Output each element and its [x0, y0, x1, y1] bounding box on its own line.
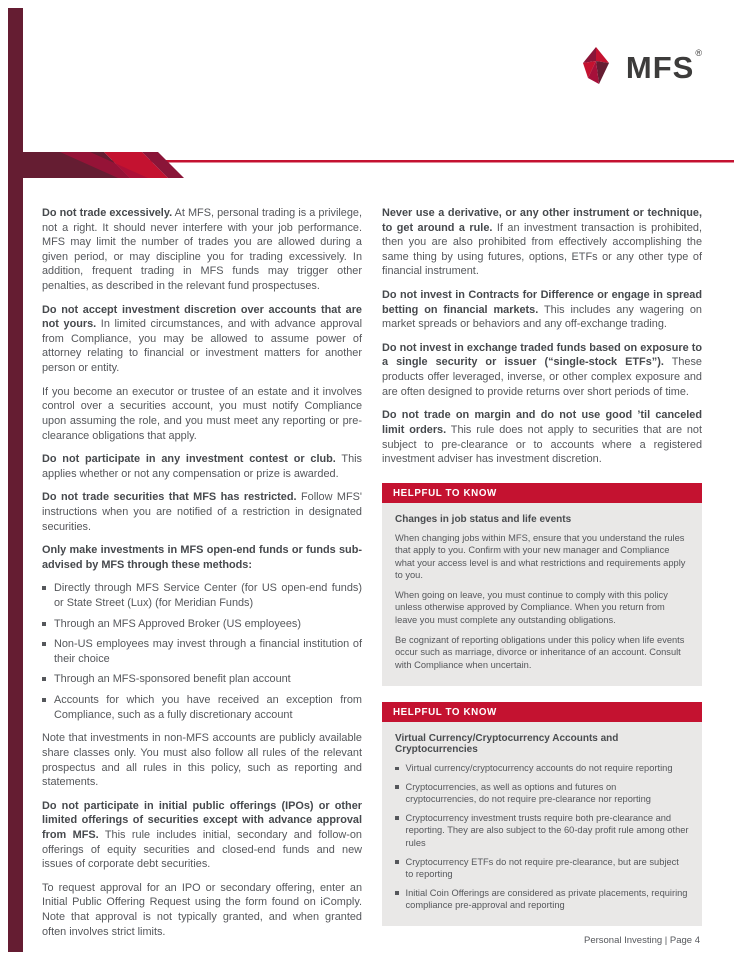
registered-trademark-symbol: ®	[695, 48, 702, 58]
paragraph	[382, 408, 702, 466]
box-list-item	[395, 856, 689, 881]
helpful-to-know-header: HELPFUL TO KNOW	[382, 483, 702, 503]
box-subheading: Changes in job status and life events	[395, 513, 572, 525]
box-list-item-text: Cryptocurrency investment trusts require both pre-clearance and reporting. They are also subject to the 60-day profit rule among other rules	[405, 812, 689, 848]
paragraph-text: If an investment transaction is prohibited, then you are also prohibited from effectively accomplishing the same thing by using futures, options, ETFs or any other type of financial instrument.	[382, 221, 703, 278]
helpful-to-know-body	[382, 503, 702, 686]
paragraph-lead: Do not trade excessively.	[42, 207, 173, 219]
paragraph-text: To request approval for an IPO or secondary offering, enter an Initial Public Offering Request using the form found on iComply. Note that approval is not typically granted, and when granted often involves strict limits.	[42, 881, 362, 938]
box-list-item-text: Cryptocurrency ETFs do not require pre-clearance, but are subject to reporting	[405, 856, 679, 880]
paragraph	[42, 385, 362, 443]
paragraph	[42, 543, 362, 572]
paragraph-text: These products offer leveraged, inverse, or other complex exposure and are often designed to provide returns over short periods of time.	[382, 356, 702, 398]
paragraph	[42, 452, 362, 481]
box-list-item-text: Cryptocurrencies, as well as options and futures on cryptocurrencies, do not require pre-clearance nor reporting	[405, 781, 651, 805]
square-bullet-icon	[395, 767, 399, 771]
paragraph	[42, 881, 362, 939]
list-item-text: Accounts for which you have received an exception from Compliance, such as a fully discretionary account	[54, 694, 362, 721]
helpful-to-know-box-1	[382, 483, 702, 686]
paragraph-lead: Do not trade securities that MFS has restricted.	[42, 491, 297, 504]
mfs-bird-icon	[573, 46, 619, 88]
paragraph-text: This rule does not apply to securities that are not subject to pre-clearance or to accounts where a registered investment adviser has investment discretion.	[382, 423, 702, 466]
paragraph-text: If you become an executor or trustee of an estate and it involves control over a securities account, you must notify Compliance upon assuming the role, and you must meet any reporting or pre-clearance obligations that apply.	[42, 385, 362, 442]
square-bullet-icon	[42, 586, 46, 590]
paragraph-lead: Do not invest in exchange traded funds based on exposure to a single security or issuer (“single-stock ETFs”).	[382, 341, 702, 369]
page-footer: Personal Investing | Page 4	[583, 935, 700, 946]
paragraph-text: This rule includes initial, secondary and follow-on offerings of equity securities and closed-end funds and new issues of corporate debt securities.	[42, 828, 362, 871]
helpful-to-know-header: HELPFUL TO KNOW	[382, 702, 702, 722]
paragraph	[42, 303, 362, 376]
box-list-item	[395, 812, 689, 850]
box-list-item	[395, 762, 689, 775]
paragraph	[382, 206, 702, 279]
paragraph-text: Follow MFS' instructions when you are notified of a restriction in designated securities.	[42, 491, 362, 533]
list-item	[42, 693, 362, 722]
paragraph-lead: Do not participate in any investment contest or club.	[42, 453, 336, 466]
helpful-to-know-box-2	[382, 702, 702, 925]
left-column	[42, 206, 362, 948]
left-accent-bar	[8, 8, 23, 952]
bullet-list	[42, 581, 362, 722]
square-bullet-icon	[395, 785, 399, 789]
mfs-logo	[573, 46, 702, 88]
paragraph	[42, 731, 362, 789]
box-list-item-text: Virtual currency/cryptocurrency accounts do not require reporting	[405, 763, 673, 774]
right-column	[382, 206, 702, 948]
list-item-text: Non-US employees may invest through a financial institution of their choice	[54, 638, 362, 665]
paragraph-text: This applies whether or not any compensation or prize is awarded.	[42, 453, 362, 480]
helpful-to-know-body	[382, 722, 702, 925]
square-bullet-icon	[395, 891, 399, 895]
paragraph	[382, 288, 702, 332]
box-paragraph: When going on leave, you must continue to comply with this policy unless otherwise approved by Compliance. When you return from leave you must complete any outstanding obligations.	[395, 589, 668, 626]
list-item-text: Through an MFS Approved Broker (US employees)	[54, 617, 301, 630]
square-bullet-icon	[42, 622, 46, 626]
decoration-ribbon-icon	[8, 152, 734, 178]
paragraph-lead: Do not trade on margin and do not use good ’til canceled limit orders.	[382, 409, 702, 436]
paragraph	[42, 206, 362, 294]
paragraph-text: Note that investments in non-MFS accounts are publicly available share classes only. You must also follow all rules of the relevant prospectus and all rules in this policy, such as reporting and statements.	[42, 732, 362, 789]
list-item-text: Directly through MFS Service Center (for US open-end funds) or State Street (Lux) (for Meridian Funds)	[54, 582, 362, 610]
square-bullet-icon	[395, 860, 399, 864]
box-list-item	[395, 887, 689, 912]
list-item	[42, 581, 362, 610]
list-item-text: Through an MFS-sponsored benefit plan account	[54, 673, 291, 686]
list-item	[42, 617, 362, 632]
square-bullet-icon	[42, 677, 46, 681]
square-bullet-icon	[395, 816, 399, 820]
box-paragraph: Be cognizant of reporting obligations under this policy when life events occur such as marriage, divorce or inheritance of an account. Consult with Compliance when uncertain.	[395, 634, 685, 670]
box-list-item	[395, 781, 689, 806]
square-bullet-icon	[42, 642, 46, 646]
paragraph	[382, 341, 702, 399]
header-decoration-band	[8, 152, 734, 178]
paragraph-text: In limited circumstances, and with advance approval from Compliance, you may be allowed to assume power of attorney relating to financial or investment matters for another person or entity.	[42, 318, 362, 375]
paragraph-lead: Do not invest in Contracts for Difference or engage in spread betting on financial markets.	[382, 289, 702, 316]
paragraph-text: At MFS, personal trading is a privilege, not a right. It should never interfere with your job performance. MFS may limit the number of trades you are allowed during a given period, or may discipline you for trading excessively. In addition, frequent trading in MFS funds may trigger other penalties, as described in the relevant fund prospectuses.	[42, 207, 362, 293]
box-paragraph: When changing jobs within MFS, ensure that you understand the rules that apply to you. Confirm with your new manager and Compliance what your access level is and what restrictions and requirements apply to you.	[395, 532, 686, 581]
paragraph-text: This includes any wagering on market spreads or behaviors and any off-exchange trading.	[382, 303, 702, 331]
list-item	[42, 637, 362, 666]
paragraph-lead: Only make investments in MFS open-end funds or funds sub-advised by MFS through these methods:	[42, 544, 362, 571]
two-column-content	[42, 206, 702, 948]
box-subheading: Virtual Currency/Cryptocurrency Accounts and Cryptocurrencies	[395, 733, 619, 756]
box-list-item-text: Initial Coin Offerings are considered as private placements, requiring compliance pre-approval and reporting	[405, 887, 688, 911]
paragraph	[42, 799, 362, 872]
paragraph-lead: Never use a derivative, or any other instrument or technique, to get around a rule.	[382, 207, 702, 234]
square-bullet-icon	[42, 698, 46, 702]
list-item	[42, 672, 362, 687]
paragraph-lead: Do not participate in initial public offerings (IPOs) or other limited offerings of securities except with advance approval from MFS.	[42, 799, 362, 841]
mfs-wordmark: MFS	[625, 49, 695, 85]
paragraph-lead: Do not accept investment discretion over accounts that are not yours.	[42, 303, 362, 331]
paragraph	[42, 490, 362, 534]
